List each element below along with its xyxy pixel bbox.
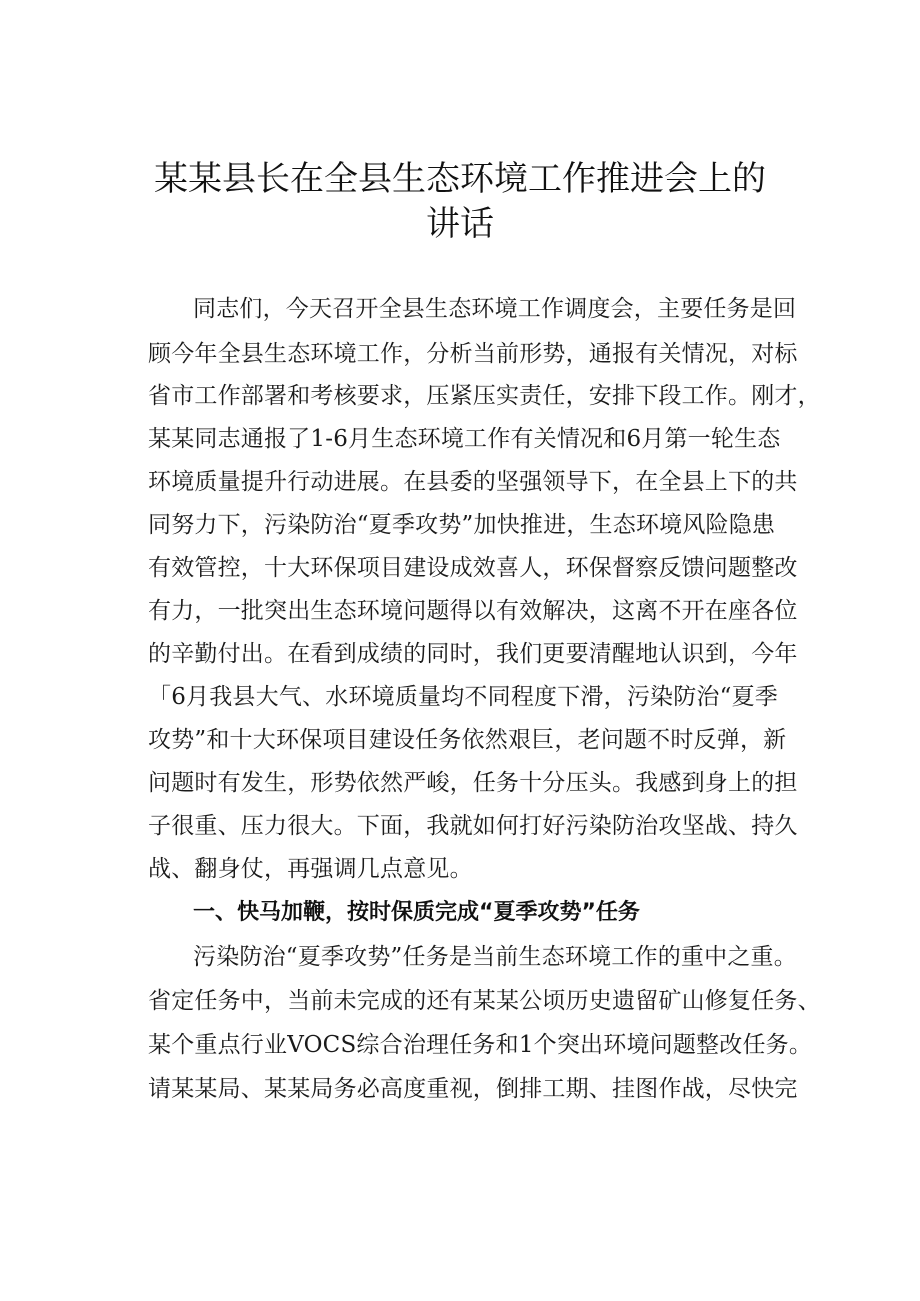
paragraph-1-line-6: 同努力下，污染防治“夏季攻势”加快推进，生态环境风险隐患 [148, 512, 776, 538]
document-title-line-2: 讲话 [426, 204, 494, 244]
paragraph-1-line-5: 环境质量提升行动进展。在县委的坚强领导下，在全县上下的共 [148, 469, 798, 495]
section-1-heading: 一、快马加鞭，按时保质完成“夏季攻势”任务 [193, 900, 640, 925]
paragraph-1-line-8: 有力，一批突出生态环境问题得以有效解决，这离不开在座各位 [148, 598, 798, 624]
paragraph-1-line-12: 问题时有发生，形势依然严峻，任务十分压头。我感到身上的担 [148, 770, 798, 796]
paragraph-1-line-7: 有效管控，十大环保项目建设成效喜人，环保督察反馈问题整改 [148, 555, 798, 581]
document-title-line-1: 某某县长在全县生态环境工作推进会上的 [154, 159, 766, 199]
paragraph-2-line-1: 污染防治“夏季攻势”任务是当前生态环境工作的重中之重。 [193, 944, 797, 970]
paragraph-1-line-10: 「6月我县大气、水环境质量均不同程度下滑，污染防治“夏季 [148, 684, 778, 710]
paragraph-1-line-2: 顾今年全县生态环境工作，分析当前形势，通报有关情况，对标 [148, 341, 798, 367]
paragraph-1-line-4: 某某同志通报了1-6月生态环境工作有关情况和6月第一轮生态 [148, 426, 781, 452]
paragraph-2-line-4: 请某某局、某某局务必高度重视，倒排工期、挂图作战，尽快完 [148, 1076, 798, 1102]
paragraph-1-line-13: 子很重、压力很大。下面，我就如何打好污染防治攻坚战、持久 [148, 813, 798, 839]
paragraph-1-line-3: 省市工作部署和考核要求，压紧压实责任，安排下段工作。刚才， [148, 383, 821, 409]
paragraph-1-line-11: 攻势”和十大环保项目建设任务依然艰巨，老问题不时反弹，新 [148, 727, 787, 753]
paragraph-1-line-9: 的辛勤付出。在看到成绩的同时，我们更要清醒地认识到，今年 [148, 641, 798, 667]
paragraph-1-line-1: 同志们，今天召开全县生态环境工作调度会，主要任务是回 [193, 296, 797, 322]
paragraph-2-line-2: 省定任务中，当前未完成的还有某某公顷历史遗留矿山修复任务、 [148, 988, 821, 1014]
paragraph-1-line-14: 战、翻身仗，再强调几点意见。 [148, 856, 473, 882]
paragraph-2-line-3: 某个重点行业VOCS综合治理任务和1个突出环境问题整改任务。 [148, 1032, 813, 1058]
